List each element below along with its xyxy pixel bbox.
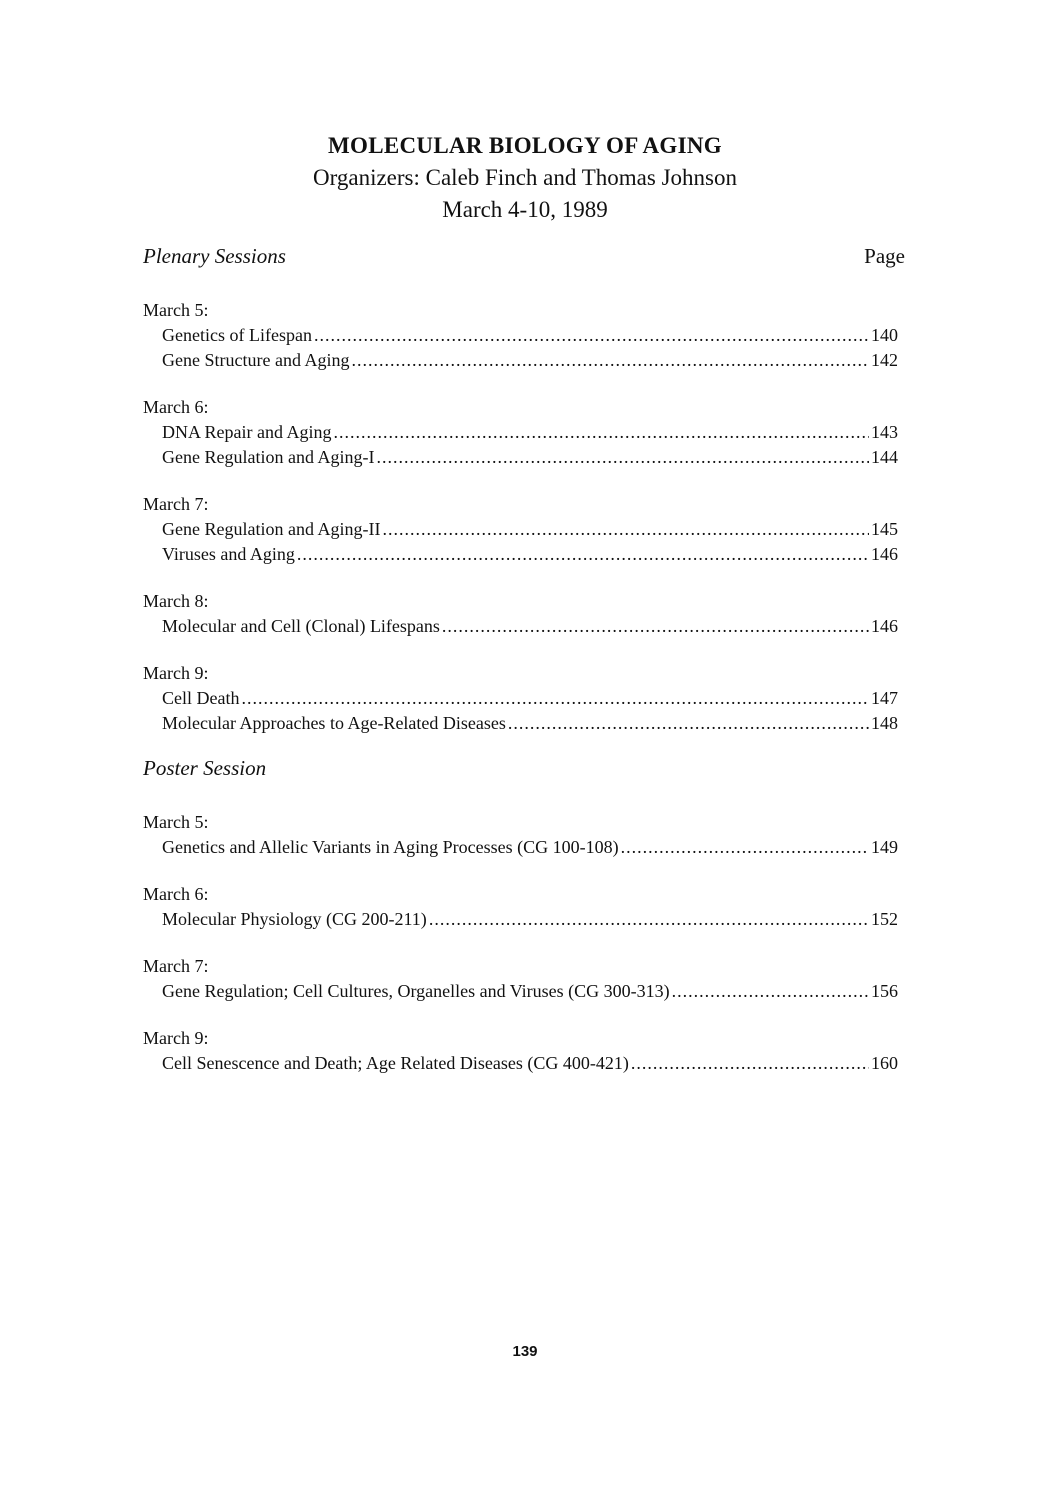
plenary-section-header: [143, 244, 905, 276]
toc-entry-title: DNA Repair and Aging: [162, 422, 332, 442]
toc-entry-page: 140: [871, 325, 898, 345]
toc-entry: [162, 542, 898, 567]
toc-entry-page: 142: [871, 350, 898, 370]
toc-entry-page: 145: [871, 519, 898, 539]
toc-entry: [162, 445, 898, 470]
dot-leader: [376, 445, 869, 470]
toc-entry: [162, 907, 898, 932]
session-day: March 7:: [143, 956, 209, 976]
session-day-group: [143, 810, 905, 860]
toc-entry-title: Cell Senescence and Death; Age Related Diseases (CG 400-421): [162, 1053, 629, 1073]
toc-entry-page: 146: [871, 544, 898, 564]
toc-entry: [162, 517, 898, 542]
dot-leader: [241, 686, 869, 711]
organizers-line: Organizers: Caleb Finch and Thomas Johnson: [313, 165, 737, 190]
dot-leader: [621, 835, 869, 860]
toc-entry-page: 156: [871, 981, 898, 1001]
meeting-dates: March 4-10, 1989: [442, 197, 608, 222]
toc-entry-title: Gene Regulation and Aging-I: [162, 447, 375, 467]
page-title: MOLECULAR BIOLOGY OF AGING: [328, 133, 722, 158]
dot-leader: [672, 979, 869, 1004]
toc-entry-title: Gene Regulation; Cell Cultures, Organelles and Viruses (CG 300-313): [162, 981, 670, 1001]
session-day-group: [143, 1026, 905, 1076]
plenary-groups: [143, 298, 905, 736]
session-day-group: [143, 954, 905, 1004]
session-day: March 8:: [143, 591, 209, 611]
toc-entry-title: Viruses and Aging: [162, 544, 295, 564]
toc-entry-title: Molecular Approaches to Age-Related Diseases: [162, 713, 506, 733]
dot-leader: [631, 1051, 869, 1076]
dot-leader: [382, 517, 869, 542]
session-day: March 5:: [143, 812, 209, 832]
toc-entry-page: 147: [871, 688, 898, 708]
session-day-group: [143, 661, 905, 736]
toc-entry: [162, 835, 898, 860]
toc-entry-title: Molecular and Cell (Clonal) Lifespans: [162, 616, 440, 636]
session-day-group: [143, 589, 905, 639]
toc-entry-title: Cell Death: [162, 688, 240, 708]
session-day-group: [143, 492, 905, 567]
toc-entry-page: 152: [871, 909, 898, 929]
toc-entry-page: 146: [871, 616, 898, 636]
session-day: March 6:: [143, 884, 209, 904]
toc-entry: [162, 711, 898, 736]
dot-leader: [314, 323, 869, 348]
session-day: March 9:: [143, 1028, 209, 1048]
toc-entry-page: 144: [871, 447, 898, 467]
page-column-label: Page: [864, 244, 905, 268]
dot-leader: [333, 420, 869, 445]
toc-entry: [162, 979, 898, 1004]
session-day-group: [143, 298, 905, 373]
toc-entry: [162, 614, 898, 639]
session-day: March 9:: [143, 663, 209, 683]
dot-leader: [442, 614, 869, 639]
page-number: 139: [512, 1343, 538, 1360]
plenary-heading: Plenary Sessions: [143, 244, 286, 268]
header: [0, 130, 1050, 226]
session-day-group: [143, 882, 905, 932]
dot-leader: [351, 348, 869, 373]
toc-entry: [162, 348, 898, 373]
dot-leader: [508, 711, 869, 736]
toc-entry-title: Molecular Physiology (CG 200-211): [162, 909, 427, 929]
toc-entry-title: Gene Structure and Aging: [162, 350, 350, 370]
toc-entry: [162, 1051, 898, 1076]
session-day-group: [143, 395, 905, 470]
poster-groups: [143, 810, 905, 1076]
toc-entry-title: Genetics of Lifespan: [162, 325, 312, 345]
table-of-contents: [143, 244, 905, 1076]
session-day: March 6:: [143, 397, 209, 417]
toc-entry: [162, 323, 898, 348]
dot-leader: [429, 907, 869, 932]
session-day: March 7:: [143, 494, 209, 514]
toc-entry-page: 149: [871, 837, 898, 857]
toc-entry: [162, 686, 898, 711]
toc-entry-title: Gene Regulation and Aging-II: [162, 519, 381, 539]
toc-entry-page: 160: [871, 1053, 898, 1073]
toc-entry: [162, 420, 898, 445]
poster-heading: Poster Session: [143, 756, 267, 780]
toc-entry-title: Genetics and Allelic Variants in Aging Processes (CG 100-108): [162, 837, 619, 857]
toc-entry-page: 148: [871, 713, 898, 733]
session-day: March 5:: [143, 300, 209, 320]
dot-leader: [297, 542, 869, 567]
toc-entry-page: 143: [871, 422, 898, 442]
